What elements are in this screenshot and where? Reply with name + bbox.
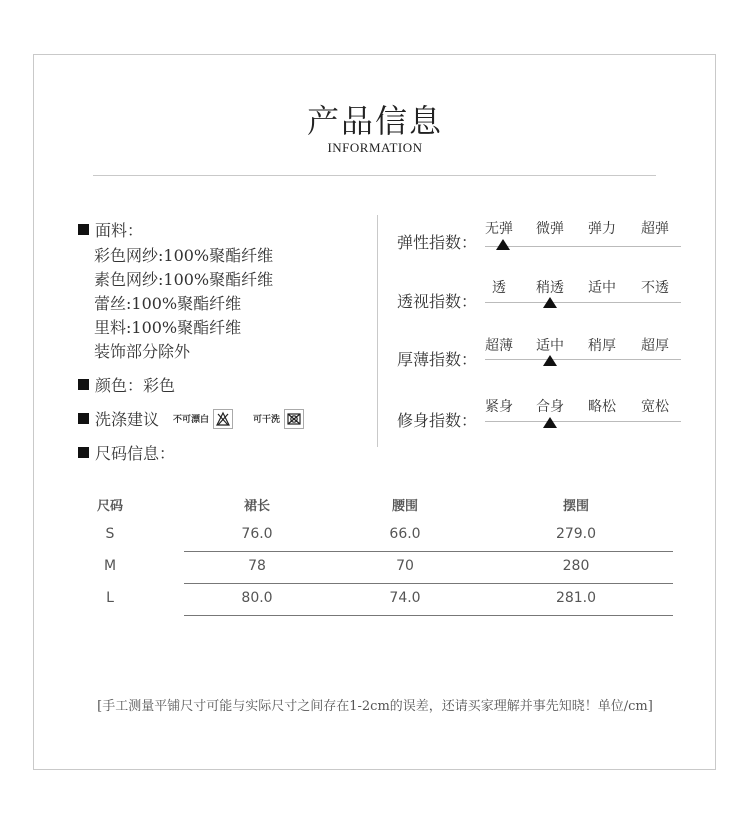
scale-transparency	[397, 277, 687, 327]
column-divider	[377, 215, 378, 447]
scale-line	[485, 359, 681, 360]
page-subtitle: INFORMATION	[327, 140, 423, 155]
table-cell: 281.0	[555, 590, 597, 606]
scale-line	[485, 246, 681, 247]
scale-option: 适中	[536, 338, 564, 354]
table-cell: 76.0	[241, 526, 273, 542]
scale-marker-triangle-icon	[543, 297, 557, 308]
no-bleach-icon	[213, 409, 233, 429]
scale-fit	[397, 396, 687, 446]
size-info-label: 尺码信息：	[95, 444, 176, 463]
table-cell: 80.0	[241, 590, 273, 606]
bullet-square-icon	[78, 379, 89, 390]
table-cell: M	[103, 558, 117, 574]
size-info-heading	[78, 441, 175, 464]
scale-option: 透	[492, 280, 506, 296]
table-cell: 66.0	[389, 526, 421, 542]
scale-label: 弹性指数：	[397, 233, 478, 252]
scale-option: 无弹	[485, 221, 513, 237]
bullet-square-icon	[78, 224, 89, 235]
wash-heading	[78, 407, 304, 430]
table-cell: 280	[562, 558, 590, 574]
table-cell: 279.0	[555, 526, 597, 542]
bullet-square-icon	[78, 447, 89, 458]
wash-label: 洗涤建议	[95, 410, 160, 429]
table-row-divider	[184, 583, 673, 584]
scale-marker-triangle-icon	[543, 355, 557, 366]
table-cell: S	[105, 526, 115, 542]
scale-option: 微弹	[536, 221, 564, 237]
title-divider	[93, 175, 656, 176]
dry-clean-label: 可干洗	[253, 415, 281, 425]
dry-clean-icon	[284, 409, 304, 429]
scale-marker-triangle-icon	[543, 417, 557, 428]
table-cell: 78	[248, 558, 266, 574]
scale-option: 超弹	[641, 221, 669, 237]
table-row-divider	[184, 615, 673, 616]
scale-line	[485, 421, 681, 422]
scale-option: 超薄	[485, 338, 513, 354]
measurement-note: [手工测量平铺尺寸可能与实际尺寸之间存在1-2cm的误差，还请买家理解并事先知晓！单位/cm]	[97, 699, 653, 714]
no-bleach-label: 不可漂白	[173, 415, 210, 425]
table-row-divider	[184, 551, 673, 552]
scale-line	[485, 302, 681, 303]
scale-option: 适中	[588, 280, 616, 296]
table-cell: 74.0	[389, 590, 421, 606]
scale-marker-triangle-icon	[496, 239, 510, 250]
table-cell: 70	[396, 558, 414, 574]
scale-elasticity	[397, 218, 687, 268]
scale-option: 超厚	[641, 338, 669, 354]
table-cell: L	[106, 590, 114, 606]
material-line: 素色网纱:100%聚酯纤维	[94, 270, 274, 289]
scale-option: 略松	[588, 399, 616, 415]
material-heading	[78, 218, 143, 241]
scale-option: 弹力	[588, 221, 616, 237]
size-table-header: 摆围	[562, 499, 589, 514]
material-line: 彩色网纱:100%聚酯纤维	[94, 246, 274, 265]
material-line: 蕾丝:100%聚酯纤维	[94, 294, 242, 313]
size-table-header: 腰围	[391, 499, 418, 514]
scale-thickness	[397, 335, 687, 385]
material-line: 装饰部分除外	[94, 342, 191, 361]
scale-label: 透视指数：	[397, 292, 478, 311]
scale-option: 宽松	[641, 399, 669, 415]
size-table-header: 裙长	[243, 499, 270, 514]
scale-option: 稍透	[536, 280, 564, 296]
material-label: 面料：	[95, 221, 144, 240]
scale-label: 修身指数：	[397, 411, 478, 430]
material-line: 里料:100%聚酯纤维	[94, 318, 242, 337]
scale-option: 不透	[641, 280, 669, 296]
scale-option: 稍厚	[588, 338, 616, 354]
color-heading	[78, 373, 175, 396]
color-label: 颜色：彩色	[95, 376, 176, 395]
page-title: 产品信息	[306, 102, 443, 140]
scale-label: 厚薄指数：	[397, 350, 478, 369]
bullet-square-icon	[78, 413, 89, 424]
size-table-header: 尺码	[96, 499, 123, 514]
scale-option: 紧身	[485, 399, 513, 415]
scale-option: 合身	[536, 399, 564, 415]
